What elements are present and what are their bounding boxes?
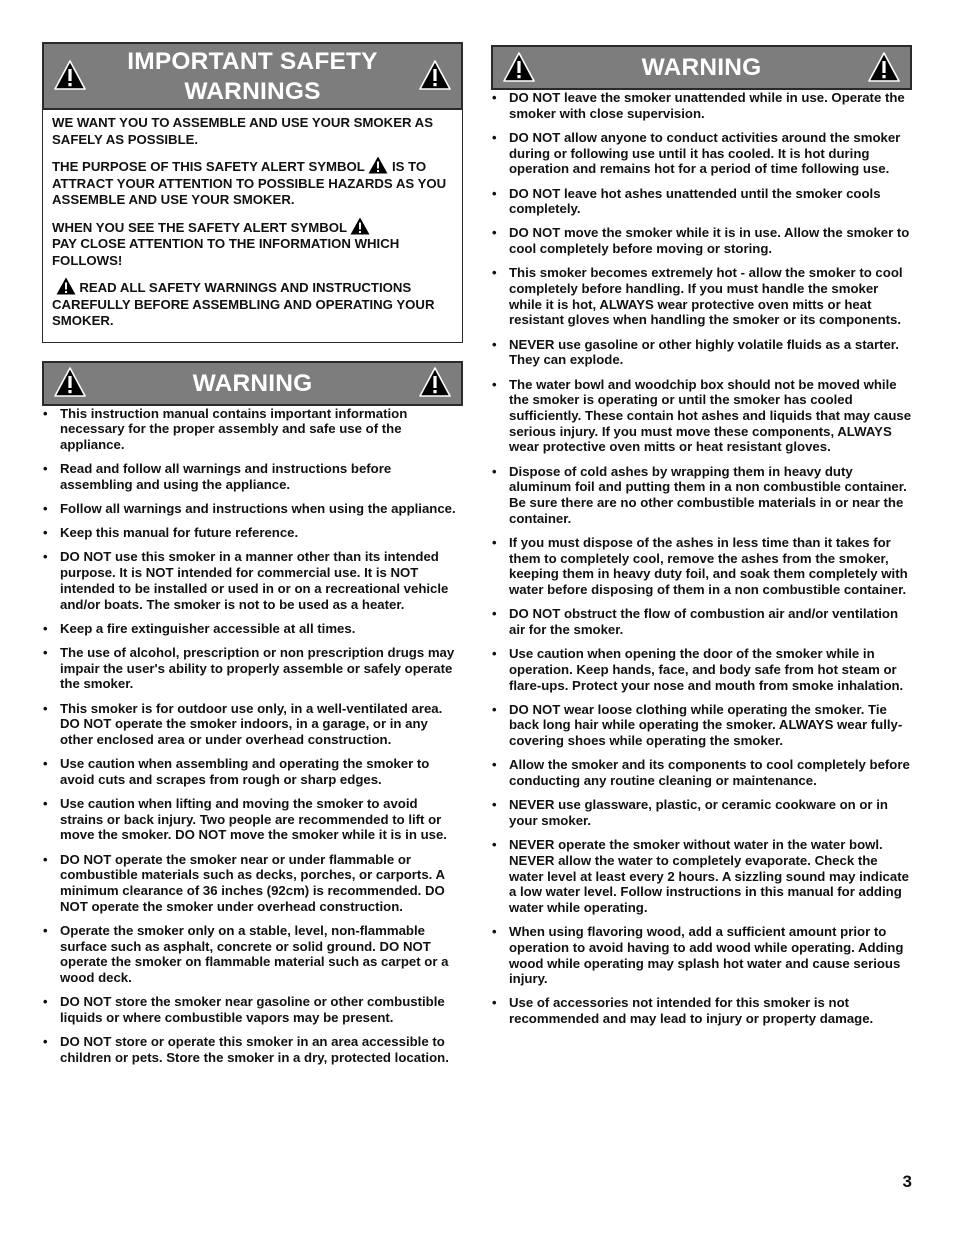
- right-warning-list: [491, 90, 912, 1027]
- list-item: • The water bowl and woodchip box should not be moved while the smoker is operating or until the smoker has cooled sufficiently. These contain hot ashes and liquids that may cause serious injury. If you must move these components, ALWAYS wear protective oven mitts or heat resistant gloves.: [491, 377, 912, 456]
- page-number: 3: [902, 1172, 912, 1191]
- safety-title-line1: IMPORTANT SAFETY: [127, 48, 378, 75]
- list-item: • Allow the smoker and its components to cool completely before conducting any routine cleaning or maintenance.: [491, 757, 912, 788]
- right-column: [491, 45, 912, 1035]
- list-item: • Use caution when assembling and operating the smoker to avoid cuts and scrapes from rough or sharp edges.: [42, 756, 463, 787]
- safety-alert-icon: [350, 217, 370, 235]
- intro-paragraph: [52, 156, 453, 209]
- list-item: • Use caution when opening the door of the smoker while in operation. Keep hands, face, and body safe from hot steam or flare-ups. Protect your nose and mouth from smoke inhalation.: [491, 646, 912, 693]
- list-item: • Use caution when lifting and moving the smoker to avoid strains or back injury. Two people are recommended to lift or move the smoker. DO NOT move the smoker while it is in use.: [42, 796, 463, 843]
- list-item: • NEVER use gasoline or other highly volatile fluids as a starter. They can explode.: [491, 337, 912, 368]
- list-item: • If you must dispose of the ashes in less time than it takes for them to completely cool, remove the ashes from the smoker, keeping them in heavy duty foil, and soak them completely with water before disposing of them in a non combustible container.: [491, 535, 912, 598]
- safety-alert-icon: [56, 277, 76, 295]
- list-item: • DO NOT allow anyone to conduct activities around the smoker during or following use until it has cooled. It is hot during operation and remains hot for a period of time following use.: [491, 130, 912, 177]
- safety-alert-icon: [368, 156, 388, 174]
- list-item: • When using flavoring wood, add a sufficient amount prior to operation to avoid having to add wood while operating. Adding wood while operating may splash hot water and cause serious injury.: [491, 924, 912, 987]
- list-item: • Dispose of cold ashes by wrapping them in heavy duty aluminum foil and putting them in a non combustible container. Be sure there are no other combustible materials in or near the container.: [491, 464, 912, 527]
- warning-triangle-icon: [54, 367, 86, 397]
- warning-triangle-icon: [419, 60, 451, 90]
- list-item: • DO NOT obstruct the flow of combustion air and/or ventilation air for the smoker.: [491, 606, 912, 637]
- list-item: • DO NOT store the smoker near gasoline or other combustible liquids or where combustible vapors may be present.: [42, 994, 463, 1025]
- safety-title-line2: WARNINGS: [184, 78, 321, 105]
- list-item: • DO NOT operate the smoker near or under flammable or combustible materials such as decks, porches, or carports. A minimum clearance of 36 inches (92cm) is recommended. DO NOT operate the smoker under overhead construction.: [42, 852, 463, 915]
- list-item: • Use of accessories not intended for this smoker is not recommended and may lead to injury or property damage.: [491, 995, 912, 1026]
- list-item: • DO NOT leave hot ashes unattended until the smoker cools completely.: [491, 186, 912, 217]
- intro-text: IS TO ATTRACT YOUR ATTENTION TO POSSIBLE HAZARDS AS YOU ASSEMBLE AND USE YOUR SMOKER.: [52, 159, 447, 207]
- left-column: [42, 42, 463, 1074]
- list-item: • Follow all warnings and instructions when using the appliance.: [42, 501, 463, 517]
- warning-triangle-icon: [503, 52, 535, 82]
- list-item: • DO NOT wear loose clothing while operating the smoker. Tie back long hair while operating the smoker. ALWAYS wear fully-covering shoes while operating the smoker.: [491, 702, 912, 749]
- safety-warnings-banner: [42, 42, 463, 110]
- intro-text: WHEN YOU SEE THE SAFETY ALERT SYMBOL: [52, 219, 351, 235]
- list-item: • The use of alcohol, prescription or non prescription drugs may impair the user's ability to properly assemble or safely operate the smoker.: [42, 645, 463, 692]
- list-item: • DO NOT leave the smoker unattended while in use. Operate the smoker with close supervision.: [491, 90, 912, 121]
- list-item: • Keep this manual for future reference.: [42, 525, 463, 541]
- list-item: • Operate the smoker only on a stable, level, non-flammable surface such as asphalt, concrete or solid ground. DO NOT operate the smoker on flammable material such as carpet or a wood deck.: [42, 923, 463, 986]
- warning-title: WARNING: [641, 54, 762, 81]
- list-item: • This instruction manual contains important information necessary for the proper assembly and safe use of the appliance.: [42, 406, 463, 453]
- intro-text: PAY CLOSE ATTENTION TO THE INFORMATION WHICH FOLLOWS!: [52, 236, 400, 268]
- intro-text: READ ALL SAFETY WARNINGS AND INSTRUCTIONS CAREFULLY BEFORE ASSEMBLING AND OPERATING YOUR SMOKER.: [52, 280, 435, 328]
- list-item: • Read and follow all warnings and instructions before assembling and using the appliance.: [42, 461, 463, 492]
- intro-paragraph: [52, 217, 453, 270]
- warning-triangle-icon: [419, 367, 451, 397]
- left-warning-banner: [42, 361, 463, 406]
- intro-text: THE PURPOSE OF THIS SAFETY ALERT SYMBOL: [52, 159, 369, 174]
- safety-intro-box: [42, 110, 463, 343]
- warning-triangle-icon: [868, 52, 900, 82]
- list-item: • Keep a fire extinguisher accessible at all times.: [42, 621, 463, 637]
- intro-paragraph: [52, 277, 453, 330]
- list-item: • This smoker becomes extremely hot - allow the smoker to cool completely before handling. If you must handle the smoker while it is hot, ALWAYS wear protective oven mitts or heat resistant gloves when handling the smoker or its components.: [491, 265, 912, 328]
- warning-title: WARNING: [192, 369, 313, 397]
- list-item: • DO NOT use this smoker in a manner other than its intended purpose. It is NOT intended for commercial use. It is NOT intended to be installed or used in or on a recreational vehicle and/or boats. The smoker is not to be used as a heater.: [42, 549, 463, 612]
- list-item: • NEVER use glassware, plastic, or ceramic cookware on or in your smoker.: [491, 797, 912, 828]
- list-item: • DO NOT store or operate this smoker in an area accessible to children or pets. Store the smoker in a dry, protected location.: [42, 1034, 463, 1065]
- intro-paragraph: WE WANT YOU TO ASSEMBLE AND USE YOUR SMOKER AS SAFELY AS POSSIBLE.: [52, 115, 434, 147]
- right-warning-banner: [491, 45, 912, 90]
- warning-triangle-icon: [54, 60, 86, 90]
- list-item: • DO NOT move the smoker while it is in use. Allow the smoker to cool completely before moving or storing.: [491, 225, 912, 256]
- list-item: • NEVER operate the smoker without water in the water bowl. NEVER allow the water to completely evaporate. Check the water level at least every 2 hours. A sizzling sound may indicate a low water level. Follow instructions in this manual for adding water while operating.: [491, 837, 912, 916]
- left-warning-list: [42, 406, 463, 1066]
- list-item: • This smoker is for outdoor use only, in a well-ventilated area. DO NOT operate the smoker indoors, in a garage, or in any other enclosed area or under overhead construction.: [42, 701, 463, 748]
